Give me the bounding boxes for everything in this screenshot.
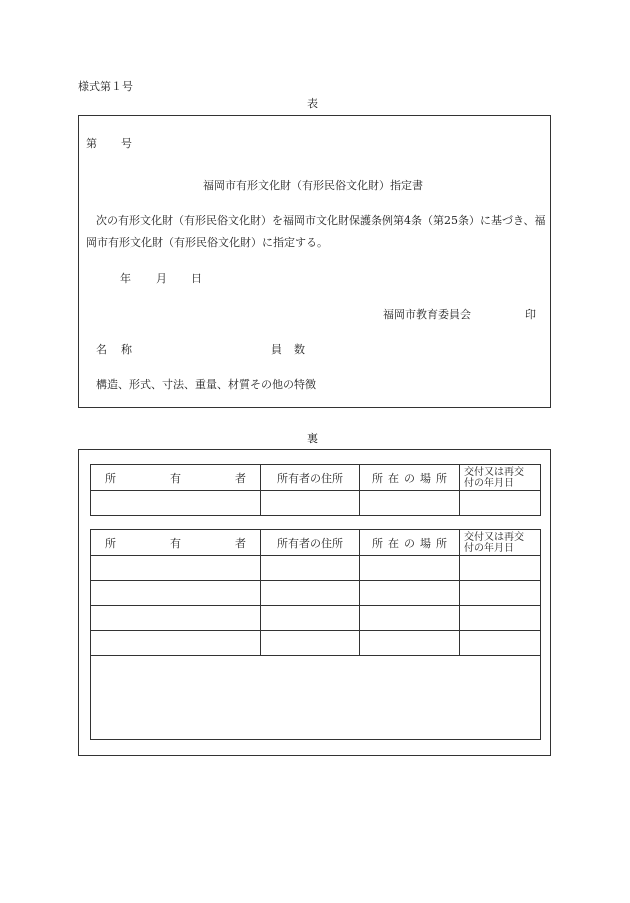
form-number: 様式第１号: [78, 80, 133, 93]
certificate-body-line-1: 次の有形文化財（有形民俗文化財）を福岡市文化財保護条例第4条（第25条）に基づき、福: [96, 214, 546, 227]
location-cell[interactable]: [360, 631, 460, 656]
location-cell[interactable]: [360, 556, 460, 581]
name-label-1: 名: [96, 343, 107, 356]
certificate-body-line-2: 岡市有形文化財（有形民俗文化財）に指定する。: [86, 236, 328, 249]
header-owner: 所 有 者: [91, 530, 261, 556]
date-day-label: 日: [191, 272, 202, 285]
number-label-go: 号: [121, 137, 132, 150]
delivery-date-cell[interactable]: [460, 606, 541, 631]
location-cell[interactable]: [360, 491, 460, 516]
name-label-2: 称: [121, 343, 132, 356]
delivery-date-cell[interactable]: [460, 491, 541, 516]
delivery-date-cell[interactable]: [460, 556, 541, 581]
seal-mark: 印: [525, 308, 536, 321]
owner-cell[interactable]: [91, 606, 261, 631]
owner-address-cell[interactable]: [261, 491, 360, 516]
header-location: 所 在 の 場 所: [360, 530, 460, 556]
location-cell[interactable]: [360, 606, 460, 631]
owner-cell[interactable]: [91, 556, 261, 581]
header-delivery-date: 交付又は再交 付の年月日: [460, 465, 541, 491]
owner-address-cell[interactable]: [261, 556, 360, 581]
owner-cell[interactable]: [91, 491, 261, 516]
issuer-name: 福岡市教育委員会: [383, 308, 471, 321]
front-side-label: 表: [307, 97, 318, 110]
owner-table-2: [90, 529, 541, 740]
delivery-date-cell[interactable]: [460, 581, 541, 606]
delivery-date-cell[interactable]: [460, 631, 541, 656]
certificate-title: 福岡市有形文化財（有形民俗文化財）指定書: [203, 179, 423, 192]
owner-cell[interactable]: [91, 631, 261, 656]
front-certificate-box: [78, 115, 551, 408]
date-month-label: 月: [156, 272, 167, 285]
count-label-2: 数: [294, 343, 305, 356]
date-year-label: 年: [120, 272, 131, 285]
location-cell[interactable]: [360, 581, 460, 606]
back-side-label: 裏: [307, 432, 318, 445]
owner-address-cell[interactable]: [261, 581, 360, 606]
owner-cell[interactable]: [91, 581, 261, 606]
header-location: 所 在 の 場 所: [360, 465, 460, 491]
header-owner-address: 所有者の住所: [261, 465, 360, 491]
owner-table-1: [90, 464, 541, 516]
count-label-1: 員: [271, 343, 282, 356]
header-delivery-date: 交付又は再交 付の年月日: [460, 530, 541, 556]
number-label-dai: 第: [86, 137, 97, 150]
owner-address-cell[interactable]: [261, 606, 360, 631]
header-owner-address: 所有者の住所: [261, 530, 360, 556]
owner-address-cell[interactable]: [261, 631, 360, 656]
notes-area[interactable]: [91, 656, 541, 740]
features-label: 構造、形式、寸法、重量、材質その他の特徴: [96, 378, 316, 391]
header-owner: 所 有 者: [91, 465, 261, 491]
